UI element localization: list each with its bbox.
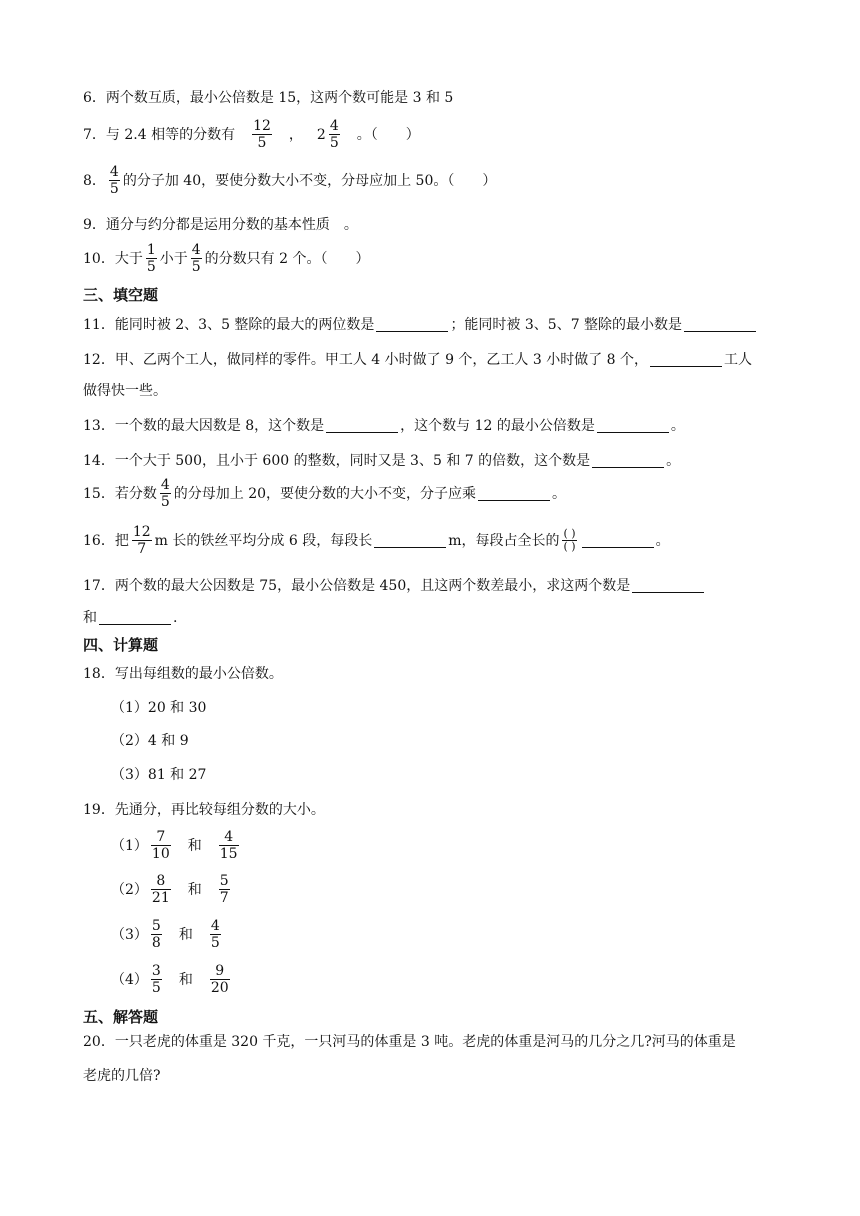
question-16 xyxy=(83,524,670,557)
question-17-line2b: . xyxy=(173,609,178,626)
question-10-suffix: 的分数只有 2 个。（ ） xyxy=(204,250,370,267)
answer-blank[interactable] xyxy=(592,453,664,468)
question-17-line2a: 和 xyxy=(83,609,97,626)
fraction-4-5: $\frac{4}{5}$ xyxy=(109,164,119,197)
question-16-part-c: m，每段占全长的 xyxy=(448,532,560,549)
question-17 xyxy=(83,578,706,593)
answer-blank[interactable] xyxy=(374,533,446,548)
answer-blank[interactable] xyxy=(478,486,550,501)
question-20-line1: 20．一只老虎的体重是 320 千克，一只河马的体重是 3 吨。老虎的体重是河马的几分之几?河马的体重是 xyxy=(83,1034,736,1050)
question-17-line1: 17．两个数的最大公因数是 75，最小公倍数是 450，且这两个数差最小，求这两个数是 xyxy=(83,577,631,594)
question-15-part-c: 。 xyxy=(552,485,567,502)
answer-blank[interactable] xyxy=(684,317,756,332)
question-18-item: （1）20 和 30 xyxy=(111,700,207,716)
mixed-number-2-4-5: 2 $\frac{4}{5}$ xyxy=(316,118,339,151)
question-11-part-a: 11．能同时被 2、3、5 整除的最大的两位数是 xyxy=(83,316,375,333)
section-heading-calculation: 四、计算题 xyxy=(83,636,159,654)
question-15 xyxy=(83,477,566,510)
question-12-line1-end: 工人 xyxy=(724,351,753,368)
question-12-continued xyxy=(83,384,167,398)
answer-blank[interactable] xyxy=(650,352,722,367)
fraction-b: $\frac{9}{20}$ xyxy=(210,963,229,996)
question-14 xyxy=(83,453,680,468)
fraction-1-5: $\frac{1}{5}$ xyxy=(146,242,156,275)
question-7-suffix: 。（ ） xyxy=(356,126,420,143)
section-heading-word-problems: 五、解答题 xyxy=(83,1008,159,1026)
fraction-b: $\frac{4}{15}$ xyxy=(219,829,238,862)
question-12-line1: 12．甲、乙两个工人，做同样的零件。甲工人 4 小时做了 9 个，乙工人 3 小时做了 8 个， xyxy=(83,351,649,368)
question-7-prefix: 7．与 2.4 相等的分数有 xyxy=(83,126,236,143)
question-8-suffix: 的分子加 40，要使分数大小不变，分母应加上 50。（ ） xyxy=(122,172,497,189)
question-14-part-a: 14．一个大于 500，且小于 600 的整数，同时又是 3、5 和 7 的倍数，这个数是 xyxy=(83,452,591,469)
question-10-prefix: 10．大于 xyxy=(83,250,143,267)
question-11-part-b: ；能同时被 3、5、7 整除的最小数是 xyxy=(450,316,683,333)
question-19-item: （1） $\frac{7}{10}$ 和 $\frac{4}{15}$ xyxy=(111,829,238,862)
question-14-part-b: 。 xyxy=(666,452,681,469)
section-heading-fill-blank: 三、填空题 xyxy=(83,286,159,304)
question-7-separator: ， xyxy=(288,126,303,143)
question-18 xyxy=(83,667,283,681)
question-15-part-a: 15．若分数 xyxy=(83,485,157,502)
question-13-part-a: 13．一个数的最大因数是 8，这个数是 xyxy=(83,417,325,434)
fraction-12-7: $\frac{12}{7}$ xyxy=(132,524,151,557)
question-8 xyxy=(83,164,496,197)
question-19-item: （2） $\frac{8}{21}$ 和 $\frac{5}{7}$ xyxy=(111,873,229,906)
fraction-4-5: $\frac{4}{5}$ xyxy=(191,242,201,275)
question-15-part-b: 的分母加上 20，要使分数的大小不变，分子应乘 xyxy=(173,485,477,502)
fraction-4-5: $\frac{4}{5}$ xyxy=(160,477,170,510)
question-9 xyxy=(83,218,358,232)
answer-blank[interactable] xyxy=(632,578,704,593)
answer-blank[interactable] xyxy=(99,610,171,625)
fraction-a: $\frac{8}{21}$ xyxy=(151,873,170,906)
question-18-item: （2）4 和 9 xyxy=(111,733,189,749)
answer-blank[interactable] xyxy=(376,317,448,332)
fraction-b: $\frac{4}{5}$ xyxy=(210,918,220,951)
fraction-b: $\frac{5}{7}$ xyxy=(219,873,229,906)
question-11 xyxy=(83,317,758,332)
question-19-item: （4） $\frac{3}{5}$ 和 $\frac{9}{20}$ xyxy=(111,963,229,996)
question-7 xyxy=(83,118,420,151)
answer-blank[interactable] xyxy=(597,418,669,433)
question-18-title: 18．写出每组数的最小公倍数。 xyxy=(83,666,283,682)
question-16-part-a: 16．把 xyxy=(83,532,129,549)
question-13-part-b: ，这个数与 12 的最小公倍数是 xyxy=(400,417,595,434)
question-16-part-b: m 长的铁丝平均分成 6 段，每段长 xyxy=(154,532,373,549)
question-19-title: 19．先通分，再比较每组分数的大小。 xyxy=(83,802,325,818)
question-10 xyxy=(83,242,369,275)
question-20-continued xyxy=(83,1069,161,1083)
question-8-prefix: 8． xyxy=(83,172,106,189)
question-19 xyxy=(83,803,325,817)
fraction-a: $\frac{7}{10}$ xyxy=(151,829,170,862)
question-13 xyxy=(83,418,685,433)
question-20 xyxy=(83,1035,736,1049)
answer-blank[interactable] xyxy=(326,418,398,433)
fraction-a: $\frac{3}{5}$ xyxy=(151,963,161,996)
question-13-part-c: 。 xyxy=(670,417,685,434)
question-12 xyxy=(83,352,752,367)
question-16-part-d: 。 xyxy=(655,532,670,549)
answer-blank[interactable] xyxy=(582,533,654,548)
fraction-a: $\frac{5}{8}$ xyxy=(151,918,161,951)
question-19-item: （3） $\frac{5}{8}$ 和 $\frac{4}{5}$ xyxy=(111,918,220,951)
question-17-continued xyxy=(83,610,177,625)
fraction-12-5: $\frac{12}{5}$ xyxy=(253,118,271,151)
question-20-line2: 老虎的几倍? xyxy=(83,1068,161,1084)
question-6-text: 6．两个数互质，最小公倍数是 15，这两个数可能是 3 和 5 xyxy=(83,90,454,106)
question-6 xyxy=(83,91,453,105)
question-9-text: 9．通分与约分都是运用分数的基本性质 。 xyxy=(83,217,358,233)
question-18-item: （3）81 和 27 xyxy=(111,767,207,783)
question-10-mid: 小于 xyxy=(159,250,188,267)
question-12-line2: 做得快一些。 xyxy=(83,383,167,399)
fraction-placeholder: $\frac{( )}{( )}$ xyxy=(563,527,576,553)
